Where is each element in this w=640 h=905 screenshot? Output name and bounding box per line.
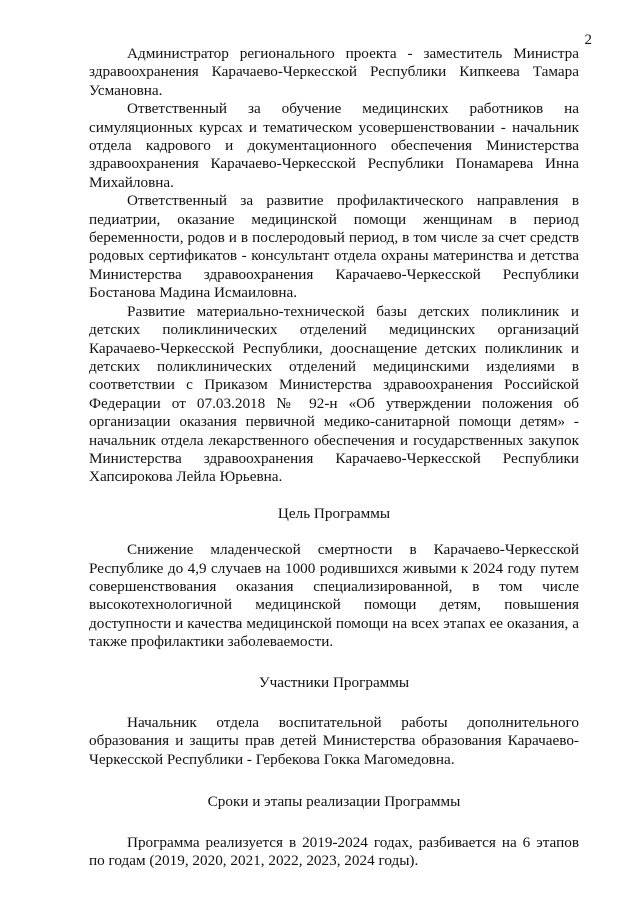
section-heading-goal: Цель Программы [277, 504, 391, 522]
spacer [89, 523, 579, 541]
paragraph-project-administrator: Администратор регионального проекта - заместитель Министра здравоохранения Карачаево-Черкесской Республики Кипкеева Тамара Усмановна. [89, 45, 579, 99]
spacer [89, 812, 579, 834]
section-heading-participants: Участники Программы [258, 673, 410, 691]
section-text-timeline: Программа реализуется в 2019-2024 годах, разбивается на 6 этапов по годам (2019, 2020, 2021, 2022, 2023, 2024 годы). [89, 833, 579, 870]
page-number: 2 [584, 32, 592, 48]
paragraph-prevention-responsible: Ответственный за развитие профилактического направления в педиатрии, оказание медицинской помощи женщинам в период беременности, родов и в послеродовый период, в том числе за счет средств родовых сертификатов - консультант отдела охраны материнства и детства Министерства здравоохранения Карачаево-Черкесской Республики Бостанова Мадина Исмаиловна. [89, 192, 579, 302]
spacer [89, 692, 579, 714]
section-heading-timeline: Сроки и этапы реализации Программы [207, 793, 461, 811]
section-text-goal: Снижение младенческой смертности в Карачаево-Черкесской Республике до 4,9 случаев на 1000 родившихся живыми к 2024 году путем совершенствования оказания специализированной, в том числе высокотехнологичной медицинской помощи детям, повышения доступности и качества медицинской помощи на всех этапах ее оказания, а также профилактики заболеваемости. [89, 541, 579, 651]
spacer [89, 769, 579, 793]
spacer [89, 487, 579, 505]
paragraph-training-responsible: Ответственный за обучение медицинских работников на симуляционных курсах и тематическом усовершенствовании - начальник отдела кадрового и документационного обеспечения Министерства здравоохранения Карачаево-Черкесской Республики Понамарева Инна Михайловна. [89, 100, 579, 191]
document-body [89, 45, 579, 870]
section-text-participants: Начальник отдела воспитательной работы дополнительного образования и защиты прав детей Министерства образования Карачаево-Черкесской Республики - Гербекова Гокка Магомедовна. [89, 714, 579, 768]
spacer [89, 652, 579, 674]
paragraph-material-base: Развитие материально-технической базы детских поликлиник и детских поликлинических отделений медицинских организаций Карачаево-Черкесской Республики, дооснащение детских поликлиник и детских поликлинических отделений медицинскими изделиями в соответствии с Приказом Министерства здравоохранения Российской Федерации от 07.03.2018 № 92-н «Об утверждении положения об организации оказания первичной медико-санитарной помощи детям» - начальник отдела лекарственного обеспечения и государственных закупок Министерства здравоохранения Карачаево-Черкесской Республики Хапсирокова Лейла Юрьевна. [89, 302, 579, 486]
